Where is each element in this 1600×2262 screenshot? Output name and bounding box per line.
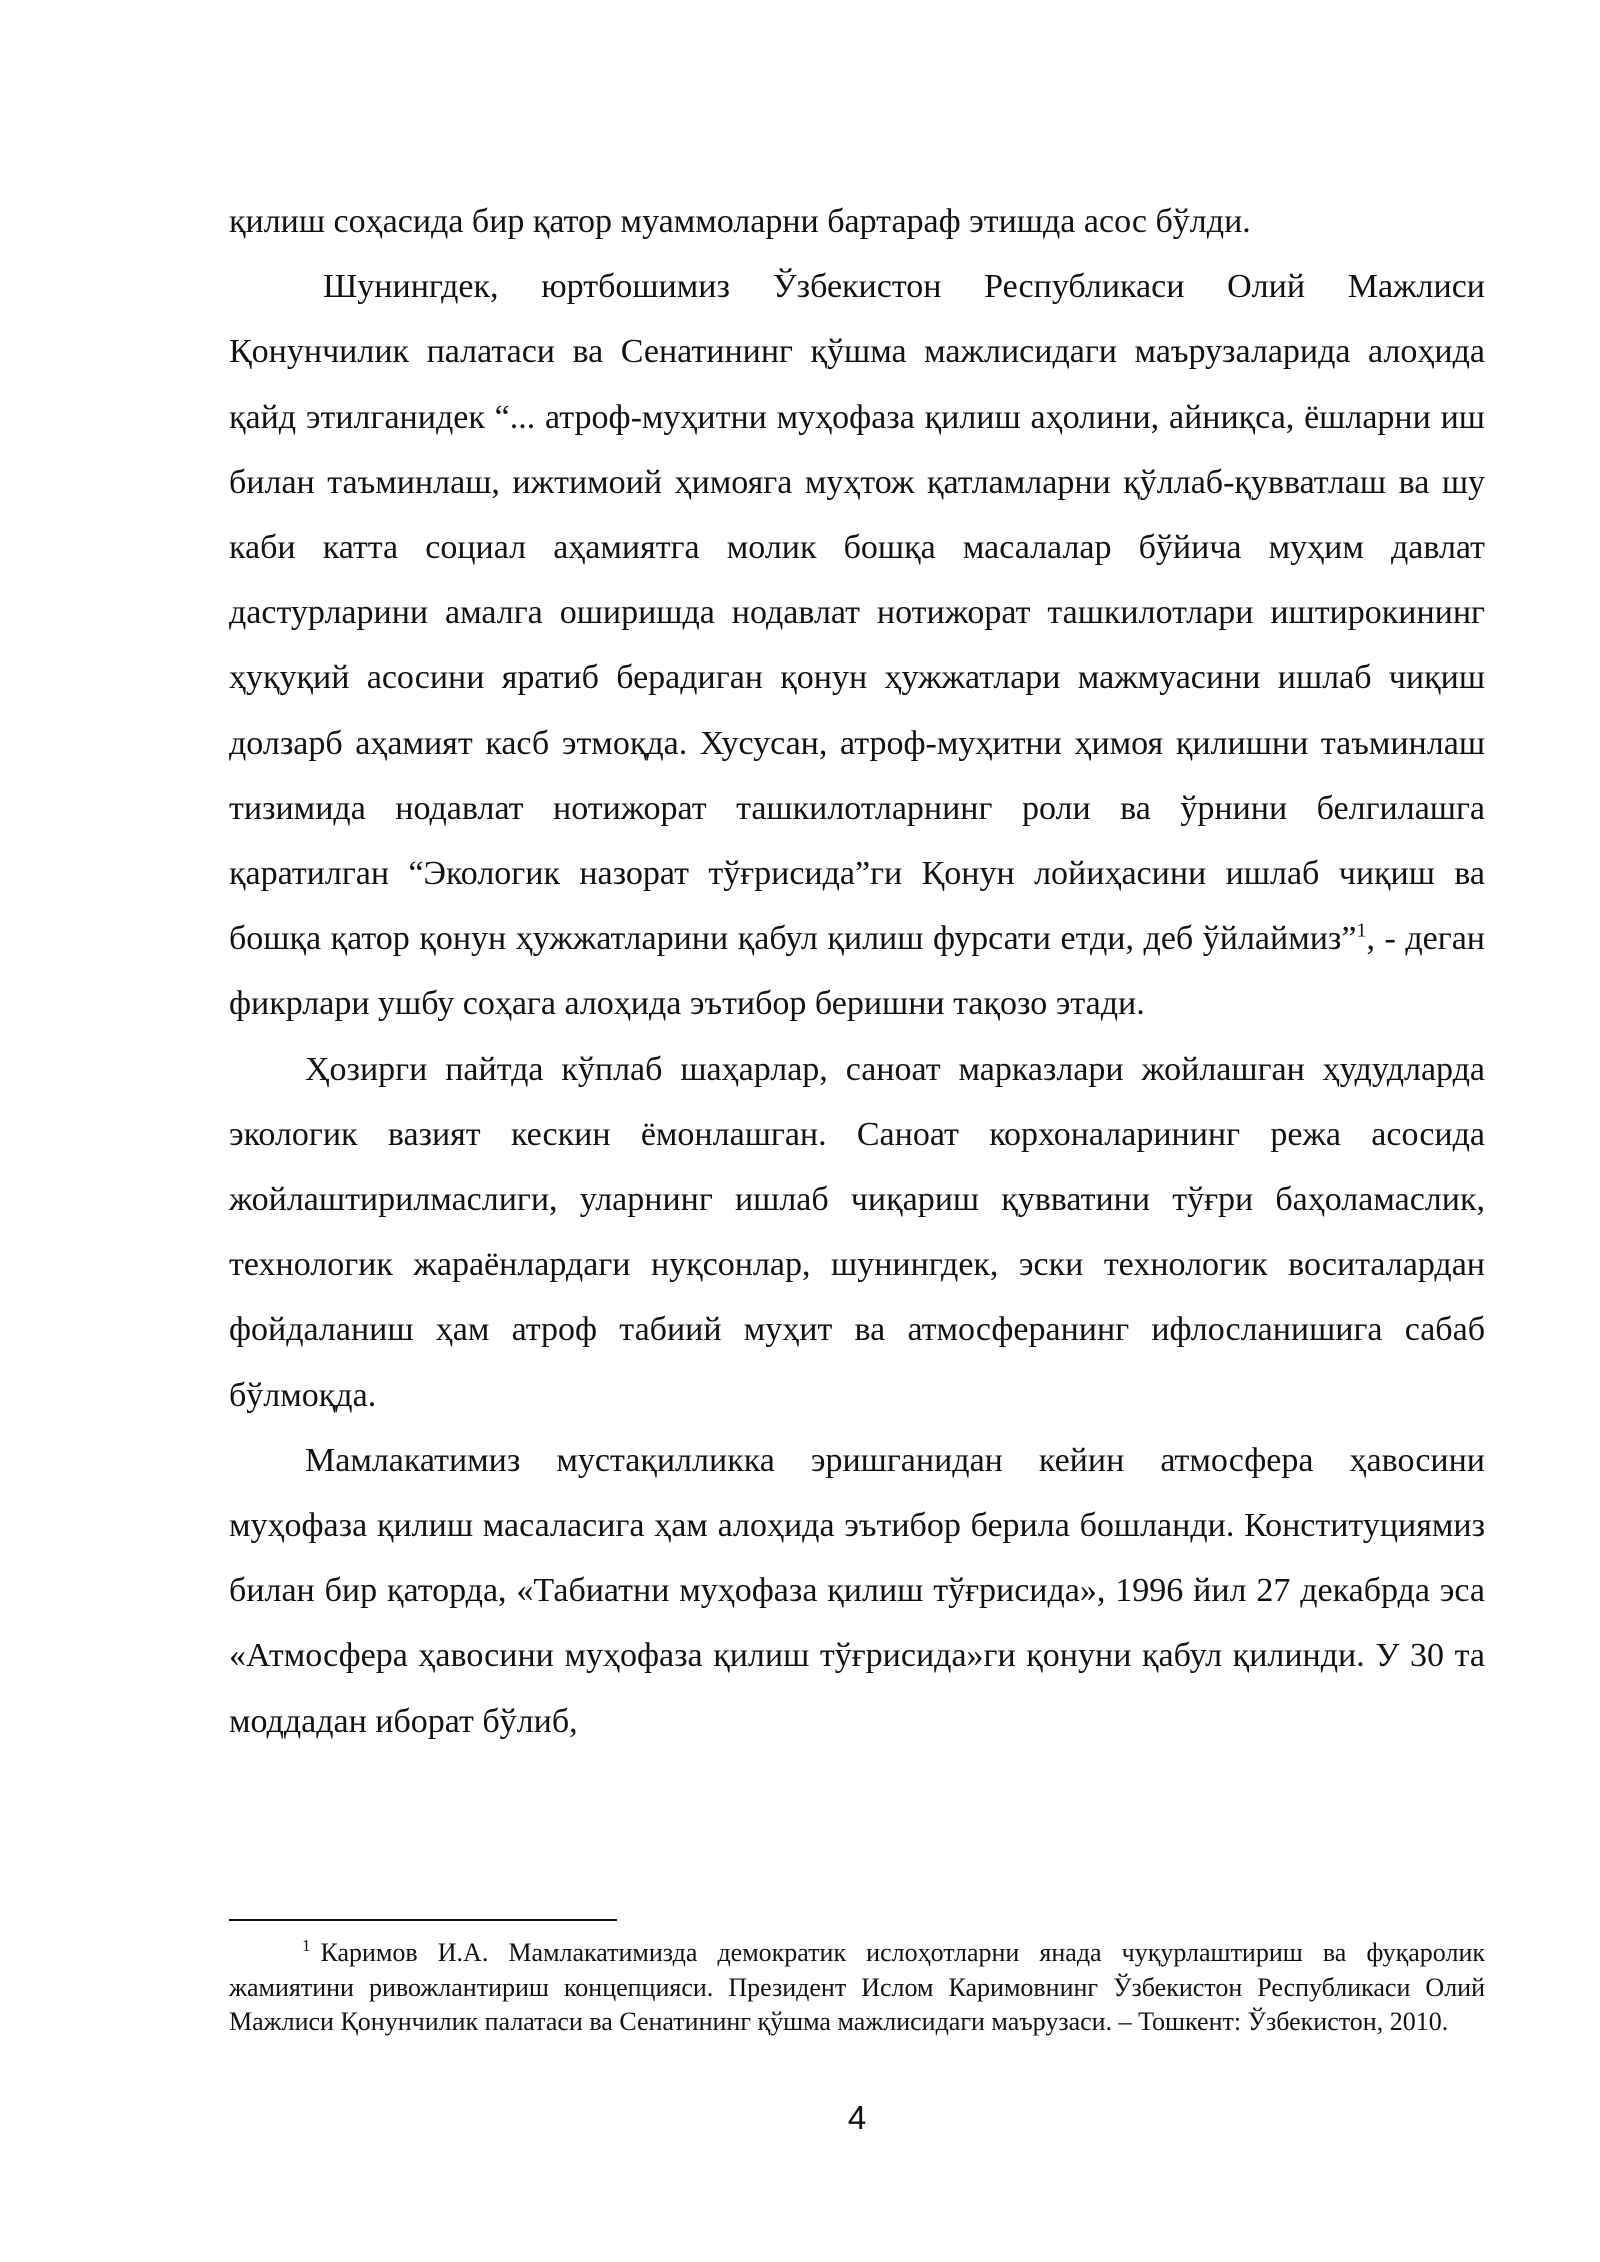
- paragraph-ecology: Ҳозирги пайтда кўплаб шаҳарлар, саноат марказлари жойлашган ҳудудларда экологик вазият кескин ёмонлашган. Саноат корхоналарининг режа асосида жойлаштирилмаслиги, уларнинг ишлаб чиқариш қувватини тўғри баҳоламаслик, технологик жараёнлардаги нуқсонлар, шунингдек, эски технологик воситалардан фойдаланиш ҳам атроф табиий муҳит ва атмосферанинг ифлосланишига сабаб бўлмоқда.: [229, 1050, 1485, 1414]
- body-text: [229, 189, 1485, 1754]
- quote-text-end: , - деган фикрлари ушбу соҳага алоҳида эътибор беришни тақозо этади.: [229, 920, 1485, 1023]
- footnote-marker: 1: [302, 1936, 311, 1956]
- page-number: 4: [847, 2099, 867, 2136]
- quote-text: Шунингдек, юртбошимиз Ўзбекистон Республикаси Олий Мажлиси Қонунчилик палатаси ва Сенатининг қўшма мажлисидаги маърузаларида алоҳида қайд этилганидек “... атроф-муҳитни муҳофаза қилиш аҳолини, айниқса, ёшларни иш билан таъминлаш, ижтимоий ҳимояга муҳтож қатламларни қўллаб-қувватлаш ва шу каби катта социал аҳамиятга молик бошқа масалалар бўйича муҳим давлат дастурларини амалга оширишда нодавлат нотижорат ташкилотлари иштирокининг ҳуқуқий асосини яратиб берадиган қонун ҳужжатлари мажмуасини ишлаб чиқиш долзарб аҳамият касб этмоқда. Хусусан, атроф-муҳитни ҳимоя қилишни таъминлаш тизимида нодавлат нотижорат ташкилотларнинг роли ва ўрнини белгилашга қаратилган “Экологик назорат тўғрисида”ги Қонун лойиҳасини ишлаб чиқиш ва бошқа қатор қонун ҳужжатларини қабул қилиш фурсати етди, деб ўйлаймиз”: [229, 268, 1485, 958]
- paragraph-quote: [229, 254, 1485, 1036]
- footnote-text: Каримов И.А. Мамлакатимизда демократик ислоҳотларни янада чуқурлаштириш ва фуқаролик жамиятини ривожлантириш концепцияси. Президент Ислом Каримовнинг Ўзбекистон Республикаси Олий Мажлиси Қонунчилик палатаси ва Сенатининг қўшма мажлисидаги маърузаси. – Тошкент: Ўзбекистон, 2010.: [229, 1938, 1485, 2036]
- paragraph-atmosphere: Мамлакатимиз мустақилликка эришганидан кейин атмосфера ҳавосини муҳофаза қилиш масаласига ҳам алоҳида эътибор берила бошланди. Конституциямиз билан бир қаторда, «Табиатни муҳофаза қилиш тўғрисида», 1996 йил 27 декабрда эса «Атмосфера ҳавосини муҳофаза қилиш тўғрисида»ги қонуни қабул қилинди. У 30 та моддадан иборат бўлиб,: [229, 1441, 1485, 1740]
- footnote-reference[interactable]: 1: [1356, 919, 1367, 942]
- document-page: [229, 0, 1485, 2262]
- footnote-separator: [229, 1919, 617, 1921]
- paragraph-continuation: қилиш соҳасида бир қатор муаммоларни бартараф этишда асос бўлди.: [229, 203, 1251, 240]
- footnote: [229, 1936, 1485, 2040]
